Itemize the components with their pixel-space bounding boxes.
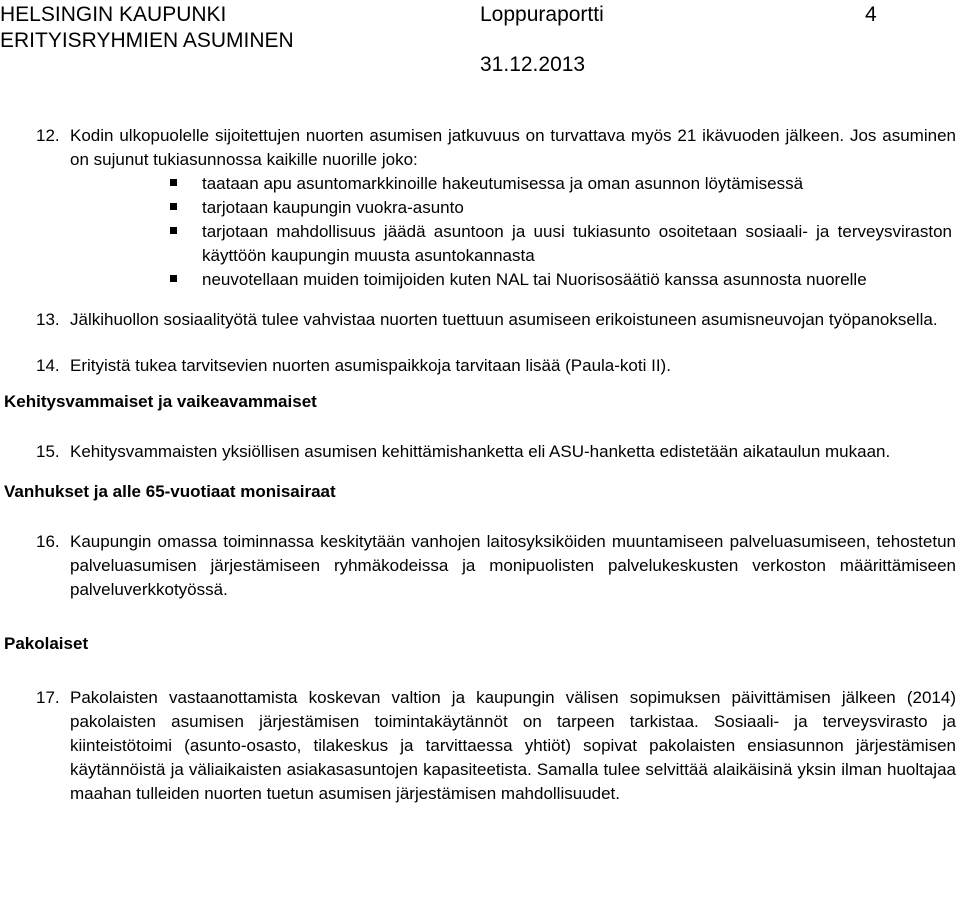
item-text: Kodin ulkopuolelle sijoitettujen nuorten asumisen jatkuvuus on turvattava myös 21 ikävuoden jälkeen. Jos asuminen on sujunut tukiasunnossa kaikille nuorille joko: bbox=[70, 126, 956, 169]
item-text: Kaupungin omassa toiminnassa keskitytään vanhojen laitosyksiköiden muuntamiseen palveluasumiseen, tehostetun palveluasumisen järjestämiseen ryhmäkodeissa ja monipuolisten palvelukeskusten verkoston määrittämiseen palveluverkkotyössä. bbox=[70, 532, 956, 599]
org-unit: ERITYISRYHMIEN ASUMINEN bbox=[0, 29, 294, 52]
numbered-item-12 bbox=[4, 124, 956, 172]
bullet-text: taataan apu asuntomarkkinoille hakeutumisessa ja oman asunnon löytämisessä bbox=[202, 174, 804, 193]
square-bullet-icon bbox=[170, 227, 177, 234]
square-bullet-icon bbox=[170, 275, 177, 282]
item-text: Jälkihuollon sosiaalityötä tulee vahvistaa nuorten tuettuun asumiseen erikoistuneen asumisneuvojan työpanoksella. bbox=[70, 310, 938, 329]
bullet-list bbox=[4, 172, 956, 292]
page-number: 4 bbox=[865, 3, 877, 26]
section-heading-elderly: Vanhukset ja alle 65-vuotiaat monisairaat bbox=[4, 482, 336, 501]
item-text: Pakolaisten vastaanottamista koskevan valtion ja kaupungin välisen sopimuksen päivittämisen jälkeen (2014) pakolaisten asumisen järjestämisen toimintakäytännöt on tarpeen tarkistaa. Sosiaali- ja terveysvirasto ja kiinteistötoimi (asunto-osasto, tilakeskus ja tarvittaessa yhtiöt) sopivat pakolaisten ensiasunnon järjestämisen käytännöistä ja väliaikaisten asiakasasuntojen kapasiteetista. Samalla tulee selvittää alaikäisinä yksin ilman huoltajaa maahan tulleiden nuorten tuetun asumisen järjestämisen mahdollisuudet. bbox=[70, 688, 956, 803]
bullet-item bbox=[4, 172, 956, 196]
bullet-text: neuvotellaan muiden toimijoiden kuten NAL tai Nuorisosäätiö kanssa asunnosta nuorelle bbox=[202, 270, 867, 289]
report-title: Loppuraportti bbox=[480, 3, 604, 26]
item-number: 16. bbox=[36, 532, 60, 551]
numbered-item-13 bbox=[4, 308, 956, 332]
numbered-item-14 bbox=[4, 354, 956, 378]
square-bullet-icon bbox=[170, 203, 177, 210]
square-bullet-icon bbox=[170, 179, 177, 186]
numbered-item-16 bbox=[4, 530, 956, 602]
item-text: Kehitysvammaisten yksiöllisen asumisen kehittämishanketta eli ASU-hanketta edistetään aikataulun mukaan. bbox=[70, 442, 891, 461]
item-number: 15. bbox=[36, 442, 60, 461]
report-date: 31.12.2013 bbox=[480, 53, 586, 76]
bullet-text: tarjotaan mahdollisuus jäädä asuntoon ja uusi tukiasunto osoitetaan sosiaali- ja terveysviraston käyttöön kaupungin muusta asuntokannasta bbox=[202, 222, 952, 265]
item-number: 12. bbox=[36, 126, 60, 145]
bullet-item bbox=[4, 196, 956, 220]
bullet-item bbox=[4, 268, 956, 292]
bullet-text: tarjotaan kaupungin vuokra-asunto bbox=[202, 198, 464, 217]
numbered-item-15 bbox=[4, 440, 956, 464]
item-number: 17. bbox=[36, 688, 60, 707]
section-heading-developmental: Kehitysvammaiset ja vaikeavammaiset bbox=[4, 392, 317, 411]
document-body bbox=[4, 124, 956, 806]
org-name: HELSINGIN KAUPUNKI bbox=[0, 3, 227, 26]
item-text: Erityistä tukea tarvitsevien nuorten asumispaikkoja tarvitaan lisää (Paula-koti II). bbox=[70, 356, 671, 375]
page-header bbox=[0, 0, 960, 80]
bullet-item bbox=[4, 220, 956, 268]
numbered-item-17 bbox=[4, 686, 956, 806]
item-number: 13. bbox=[36, 310, 60, 329]
section-heading-refugees: Pakolaiset bbox=[4, 634, 89, 653]
item-number: 14. bbox=[36, 356, 60, 375]
